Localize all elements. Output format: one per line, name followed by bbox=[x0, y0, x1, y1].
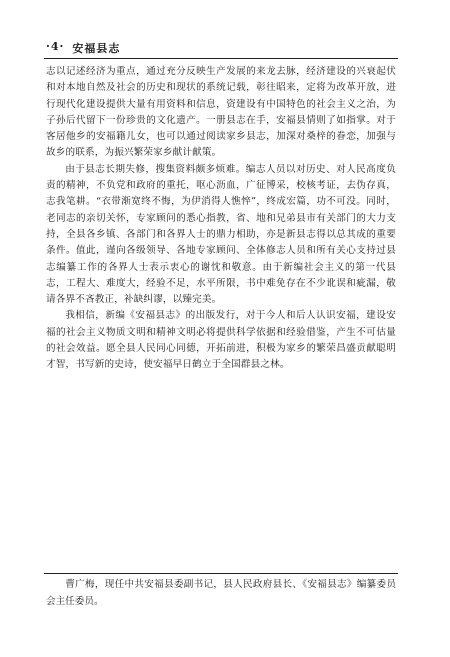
paragraph-2: 由于县志长期失修，搜集资料颇多烦难。编志人员以对历史、对人民高度负责的精神，不负党和政府的重托，呕心沥血，广征博采，校核考证，去伪存真，志我笔耕。“衣带渐宽终不悔，为伊消得人憔悴”，终成宏篇，功不可没。同时，老同志的亲切关怀，专家顾问的悉心指教，省、地和兄弟县市有关部门的大力支持，全县各乡镇、各部门和各界人士的鼎力相助，亦是新县志得以总其成的重要条件。值此，谨向各级领导、各地专家顾问、全体修志人员和所有关心支持过县志编纂工作的各界人士表示衷心的谢忱和敬意。由于新编社会主义的第一代县志，工程大、难度大，经验不足，水平所限，书中难免存在不少讹误和疵漏，敬请各界不吝教正，补缺纠谬，以臻完美。 bbox=[46, 163, 396, 306]
page-number: ·4· bbox=[46, 40, 65, 53]
author-footnote: 曹广梅，现任中共安福县委副书记，县人民政府县长、《安福县志》编纂委员会主任委员。 bbox=[46, 579, 396, 607]
paragraph-1: 志以记述经济为重点，通过充分反映生产发展的来龙去脉，经济建设的兴衰起伏和对本地自然及社会的历史和现状的系统记载，彰往昭来，定将为改革开放，进行现代化建设提供大量有用资料和信息，资建设有中国特色的社会主义之治，为子孙后代留下一份珍贵的文化遗产。一册县志在手，安福县情则了如指掌。对于客居他乡的安福籍儿女，也可以通过阅读家乡县志，加深对桑梓的眷恋，加强与故乡的联系，为振兴繁荣家乡献计献策。 bbox=[46, 66, 396, 159]
running-header bbox=[46, 40, 120, 56]
body-text bbox=[46, 64, 396, 374]
book-title: 安福县志 bbox=[72, 42, 121, 55]
header-rule bbox=[44, 58, 398, 59]
paragraph-3: 我相信，新编《安福县志》的出版发行，对于今人和后人认识安福，建设安福的社会主义物质文明和精神文明必将提供科学依据和经验借鉴，产生不可估量的社会效益。愿全县人民同心同德，开拓前进，积极为家乡的繁荣昌盛贡献聪明才智，书写新的史诗，使安福早日鹤立于全国群县之林。 bbox=[46, 310, 396, 371]
footnote-rule bbox=[44, 573, 398, 574]
